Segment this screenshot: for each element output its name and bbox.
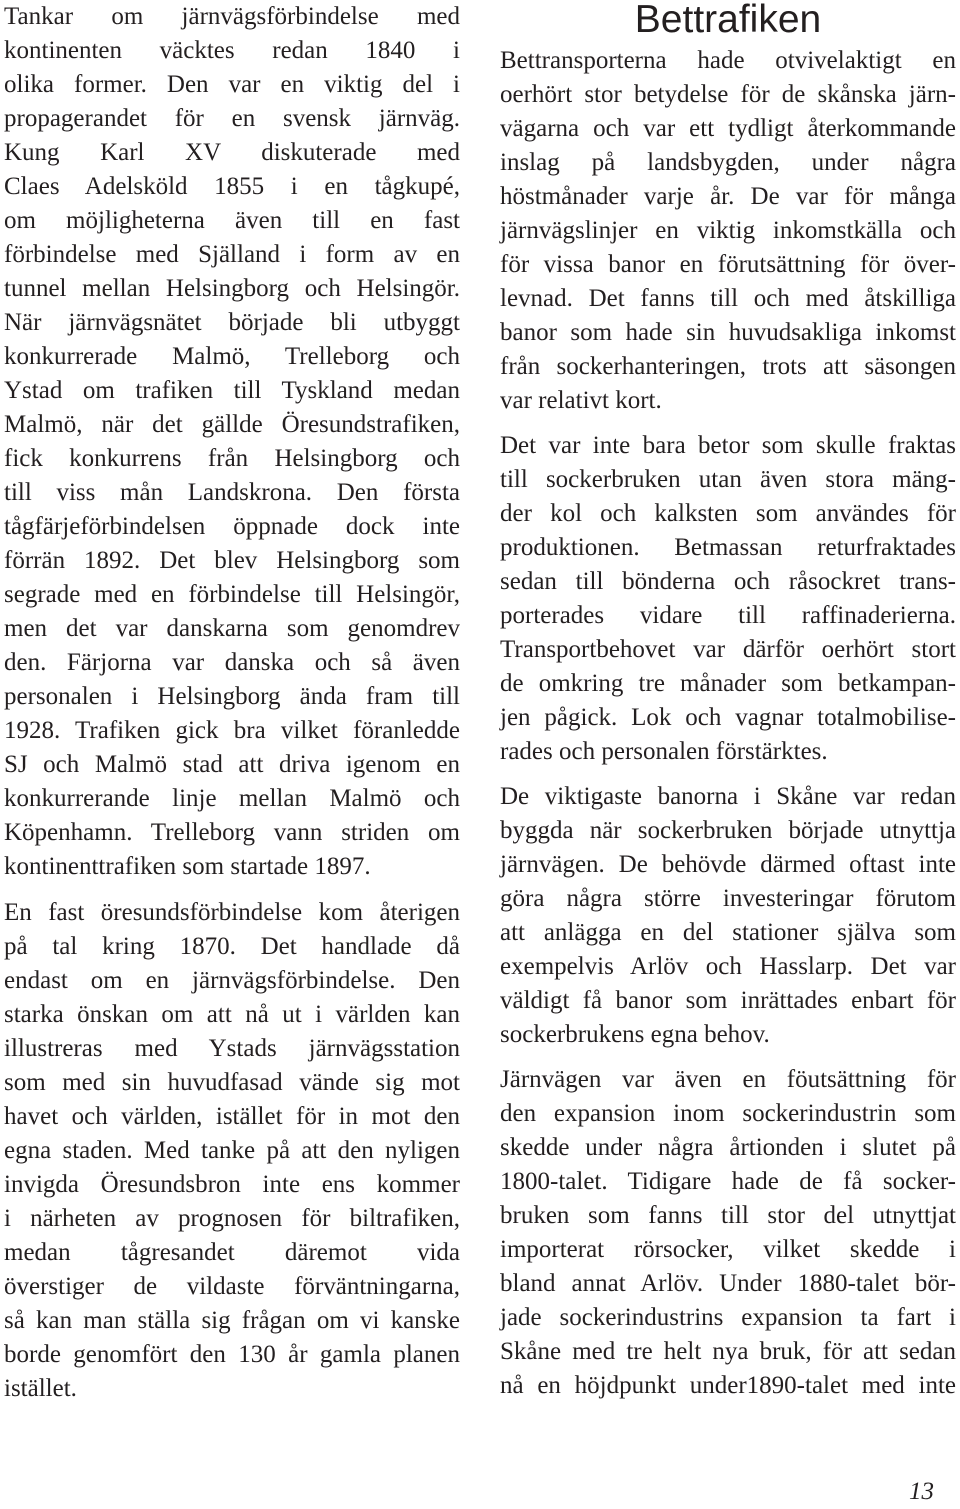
text-line: olika former. Den var en viktig del i [4,71,460,98]
text-line: Bettransporterna hade otvivelaktigt en [500,47,956,74]
right-paragraph-3 [500,780,956,1052]
text-line: tunnel mellan Helsingborg och Helsingör. [4,275,460,302]
text-line: till viss mån Landskrona. Den första [4,479,460,506]
section-heading: Bettrafiken [634,0,822,41]
text-line: De viktigaste banorna i Skåne var redan [500,783,956,810]
text-line: att anlägga en del stationer själva som [500,919,956,946]
text-line: men det var danskarna som genomdrev [4,615,460,642]
text-line: banor som hade sin huvudsakliga inkomst [500,319,956,346]
text-line: starka önskan om att nå ut i världen kan [4,1001,460,1028]
text-line: vägarna och var ett tydligt återkommande [500,115,956,142]
text-line: konkurrerande linje mellan Malmö och [4,785,460,812]
text-line: i närheten av prognosen för biltrafiken, [4,1205,460,1232]
text-line: Skåne med tre helt nya bruk, för att sedan [500,1338,956,1365]
text-line: kontinenten väcktes redan 1840 i [4,37,460,64]
text-line: 1928. Trafiken gick bra vilket föranledde [4,717,460,744]
text-line: förrän 1892. Det blev Helsingborg som [4,547,460,574]
left-column [4,0,460,1406]
text-line: Claes Adelsköld 1855 i en tågkupé, [4,173,460,200]
text-line: överstiger de vildaste förväntningarna, [4,1273,460,1300]
text-line: invigda Öresundsbron inte ens kommer [4,1171,460,1198]
text-line: jade sockerindustrins expansion ta fart i [500,1304,956,1331]
text-line: järnvägen. De behövde därmed oftast inte [500,851,956,878]
text-line: skedde under några årtionden i slutet på [500,1134,956,1161]
text-line: porterades vidare till raffinaderierna. [500,602,956,629]
text-line: om möjligheterna även till en fast [4,207,460,234]
right-paragraph-1 [500,44,956,418]
text-line: nå en höjdpunkt under1890-talet med inte [500,1372,956,1399]
text-line: den expansion inom sockerindustrin som [500,1100,956,1127]
text-line: förbindelse med Själland i form av en [4,241,460,268]
text-line: medan tågresandet däremot vida [4,1239,460,1266]
text-line: Kung Karl XV diskuterade med [4,139,460,166]
text-line: bruken som fanns till stor del utnyttjat [500,1202,956,1229]
text-line: Tankar om järnvägsförbindelse med [4,3,460,30]
text-line: SJ och Malmö stad att driva igenom en [4,751,460,778]
text-line: var relativt kort. [500,387,662,414]
text-line: produktionen. Betmassan returfraktades [500,534,956,561]
text-line: Malmö, när det gällde Öresundstrafiken, [4,411,460,438]
text-line: propagerandet för en svensk järnväg. [4,105,460,132]
text-line: för vissa banor en förutsättning för över- [500,251,956,278]
text-line: Järnvägen var även en föutsättning för [500,1066,956,1093]
page-number: 13 [909,1478,934,1505]
text-line: på tal kring 1870. Det handlade då [4,933,460,960]
right-paragraph-2 [500,429,956,769]
text-line: konkurrerade Malmö, Trelleborg och [4,343,460,370]
paragraph-gap [500,769,956,780]
text-line: En fast öresundsförbindelse kom återigen [4,899,460,926]
text-line: järnvägslinjer en viktig inkomstkälla och [500,217,956,244]
text-line: jen pågick. Lok och vagnar totalmobilise- [500,704,956,731]
text-line: personalen i Helsingborg ända fram till [4,683,460,710]
text-line: sockerbrukens egna behov. [500,1021,770,1048]
text-line: illustreras med Ystads järnvägsstation [4,1035,460,1062]
text-line: När järnvägsnätet började bli utbyggt [4,309,460,336]
text-line: väldigt få banor som inrättades enbart för [500,987,956,1014]
text-line: de omkring tre månader som betkampan- [500,670,956,697]
text-line: den. Färjorna var danska och så även [4,649,460,676]
text-line: byggda när sockerbruken började utnyttja [500,817,956,844]
text-line: göra några större investeringar förutom [500,885,956,912]
text-line: Det var inte bara betor som skulle fraktas [500,432,956,459]
text-line: så kan man ställa sig frågan om vi kanske [4,1307,460,1334]
text-line: som med sin huvudfasad vände sig mot [4,1069,460,1096]
text-line: havet och världen, istället för in mot den [4,1103,460,1130]
text-line: fick konkurrens från Helsingborg och [4,445,460,472]
left-paragraph-2 [4,896,460,1406]
text-line: borde genomfört den 130 år gamla planen [4,1341,460,1368]
text-line: endast om en järnvägsförbindelse. Den [4,967,460,994]
text-line: oerhört stor betydelse för de skånska järn- [500,81,956,108]
text-line: tågfärjeförbindelsen öppnade dock inte [4,513,460,540]
text-line: inslag på landsbygden, under några [500,149,956,176]
text-line: sedan till bönderna och råsockret trans- [500,568,956,595]
paragraph-gap [4,884,460,896]
text-line: 1800-talet. Tidigare hade de få socker- [500,1168,956,1195]
text-line: Ystad om trafiken till Tyskland medan [4,377,460,404]
text-line: till sockerbruken utan även stora mäng- [500,466,956,493]
text-line: från sockerhanteringen, trots att säsongen [500,353,956,380]
text-line: bland annat Arlöv. Under 1880-talet bör- [500,1270,956,1297]
text-line: Köpenhamn. Trelleborg vann striden om [4,819,460,846]
right-paragraph-4 [500,1063,956,1403]
text-line: egna staden. Med tanke på att den nyligen [4,1137,460,1164]
text-line: segrade med en förbindelse till Helsingör, [4,581,460,608]
text-line: Transportbehovet var därför oerhört stort [500,636,956,663]
text-line: istället. [4,1375,77,1402]
text-line: exempelvis Arlöv och Hasslarp. Det var [500,953,956,980]
right-column [500,0,956,1403]
text-line: kontinenttrafiken som startade 1897. [4,853,371,880]
paragraph-gap [500,1052,956,1063]
text-line: der kol och kalksten som användes för [500,500,956,527]
paragraph-gap [500,418,956,429]
left-paragraph-1 [4,0,460,884]
text-line: importerat rörsocker, vilket skedde i [500,1236,956,1263]
text-line: höstmånader varje år. De var för många [500,183,956,210]
text-line: rades och personalen förstärktes. [500,738,828,765]
text-line: levnad. Det fanns till och med åtskilliga [500,285,956,312]
